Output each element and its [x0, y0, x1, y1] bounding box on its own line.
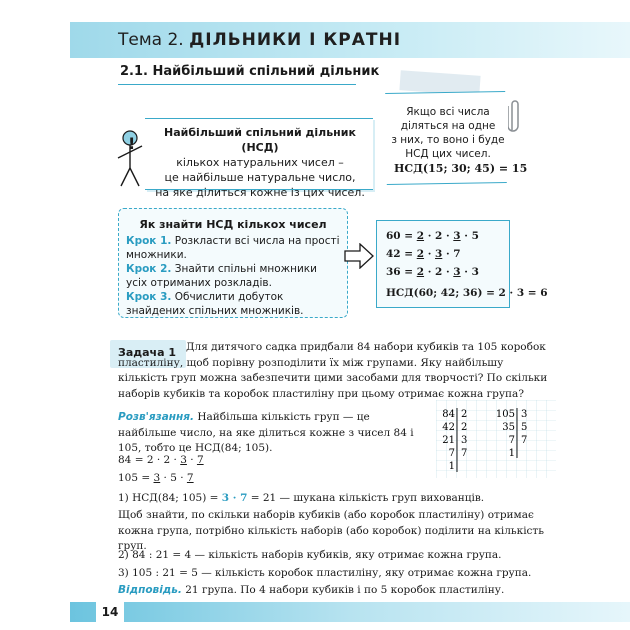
- note-line: Якщо всі числа: [406, 106, 490, 118]
- factor-table-cell: 3: [461, 435, 468, 446]
- answer-text: 21 група. По 4 набори кубиків і по 5 коробок пластиліну.: [181, 584, 505, 596]
- definition-line: це найбільше натуральне число,: [164, 171, 356, 184]
- factor-table-cell: 21: [442, 435, 455, 446]
- factorization-84: 84 = 2 · 2 · 3 · 7: [118, 454, 204, 466]
- factorization-105: 105 = 3 · 5 · 7: [118, 472, 194, 484]
- topic-name: ДІЛЬНИКИ І КРАТНІ: [189, 30, 402, 50]
- solution-step-2: 2) 84 : 21 = 4 — кількість наборів кубиків, яку отримає кожна група.: [118, 549, 502, 561]
- note-formula: НСД(15; 30; 45) = 15: [394, 162, 528, 175]
- factor-table-cell: 84: [442, 409, 455, 420]
- step-text: Розкласти всі числа на прості множники.: [126, 235, 340, 261]
- definition-term: Найбільший спільний дільник (НСД): [164, 126, 356, 154]
- topic-number: Тема 2.: [118, 30, 184, 50]
- step-label: Крок 2.: [126, 263, 172, 275]
- paperclip-icon: [508, 96, 522, 134]
- formula-result: НСД(60; 42; 36) = 2 · 3 = 6: [386, 287, 548, 299]
- note-line: діляться на одне: [400, 120, 496, 132]
- factor-table-cell: 1: [508, 448, 515, 459]
- section-title: 2.1. Найбільший спільний дільник: [120, 64, 380, 79]
- note-line: НСД цих чисел.: [405, 148, 491, 160]
- solution-text: [118, 410, 418, 457]
- answer-label: Відповідь.: [118, 584, 182, 596]
- solution-step-3: 3) 105 : 21 = 5 — кількість коробок пластиліну, яку отримає кожна група.: [118, 567, 532, 579]
- factor-table: [436, 400, 556, 478]
- arrow-right-icon: [344, 243, 374, 269]
- factor-table-cell: 35: [502, 422, 515, 433]
- page-number: 14: [96, 602, 124, 622]
- factor-table-cell: 3: [521, 409, 528, 420]
- factor-table-cell: 2: [461, 409, 468, 420]
- step-label: Крок 3.: [126, 291, 172, 303]
- factor-table-cell: 7: [461, 448, 468, 459]
- exclamation-icon: !: [128, 134, 136, 153]
- factor-table-cell: 5: [521, 422, 528, 433]
- note-text: [390, 105, 506, 161]
- step-text: Обчислити добуток знайдених спільних множників.: [126, 291, 304, 317]
- factor-table-cell: 7: [508, 435, 515, 446]
- task-badge: Задача 1: [118, 346, 177, 359]
- formula-line: 36 = 2 · 2 · 3 · 3: [386, 266, 479, 278]
- step-item: [126, 234, 340, 262]
- page-title: [118, 28, 401, 52]
- task-text: Для дитячого садка придбали 84 набори кубиків та 105 коробок пластиліну, щоб порівну розподілити їх між групами. Яку найбільшу кількість груп можна забезпечити цими засобами для творчості? По скільки наборів кубиків та коробок пластиліну при цьому отримає кожна група?: [118, 341, 548, 400]
- factor-table-cell: 7: [521, 435, 528, 446]
- factor-table-cell: 7: [448, 448, 455, 459]
- solution-label: Розв'язання.: [118, 411, 195, 423]
- factor-table-cell: 2: [461, 422, 468, 433]
- factor-table-cell: 1: [448, 461, 455, 472]
- definition-line: на яке ділиться кожне із цих чисел.: [155, 186, 365, 199]
- solution-body: Найбільша кількість груп — це найбільше число, на яке ділиться кожне з чисел 84 і 105, тобто це НСД(84; 105).: [118, 411, 414, 454]
- steps-title: Як знайти НСД кількох чисел: [139, 218, 327, 231]
- step-item: [126, 262, 340, 290]
- step-item: [126, 290, 340, 318]
- footer-bar: [70, 602, 630, 622]
- solution-paragraph: Щоб знайти, по скільки наборів кубиків (або коробок пластиліну) отримає кожна група, потрібно кількість наборів (або коробок) поділити на кількість груп.: [118, 509, 544, 552]
- step-text: Знайти спільні множники усіх отриманих розкладів.: [126, 263, 317, 289]
- definition-text: [150, 125, 370, 200]
- factor-table-cell: 42: [442, 422, 455, 433]
- formula-line: 42 = 2 · 3 · 7: [386, 248, 461, 260]
- formula-line: 60 = 2 · 2 · 3 · 5: [386, 230, 479, 242]
- solution-step-1: 1) НСД(84; 105) = 3 · 7 = 21 — шукана кількість груп вихованців.: [118, 492, 485, 504]
- factor-table-cell: 105: [495, 409, 515, 420]
- definition-line: кількох натуральних чисел –: [176, 156, 344, 169]
- answer: [118, 583, 550, 599]
- step-label: Крок 1.: [126, 235, 172, 247]
- note-line: з них, то воно і буде: [391, 134, 505, 146]
